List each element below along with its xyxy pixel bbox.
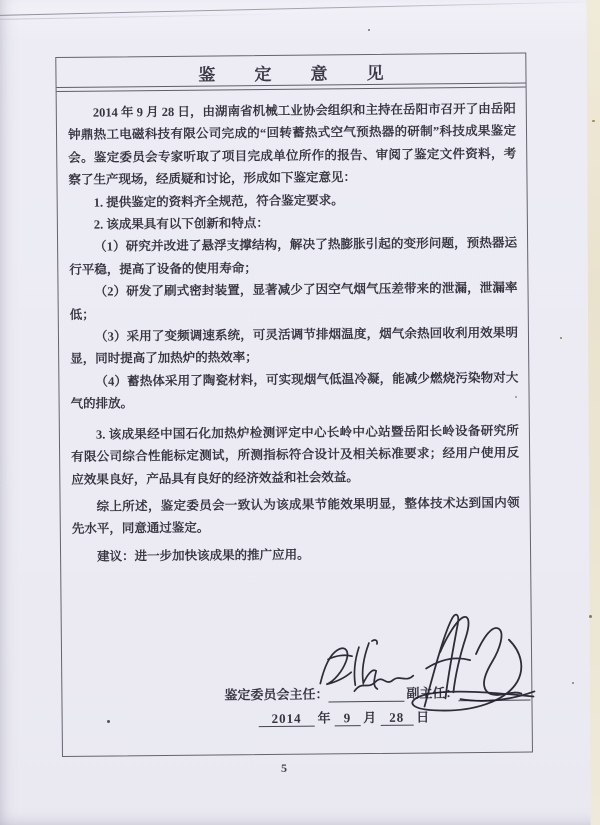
paragraph: 综上所述，鉴定委员会一致认为该成果节能效果明显，整体技术达到国内领先水平，同意通过鉴定。 <box>71 495 520 537</box>
paper-speck <box>592 120 595 122</box>
vice-chairman-label: 副主任： <box>406 685 459 701</box>
date-month-unit: 月 <box>363 709 378 726</box>
paragraph: 3. 该成果经中国石化加热炉检测评定中心长岭中心站暨岳阳长岭设备研究所有限公司综合性能标定测试，所测指标符合设计及相关标准要求；经用户使用反应效果良好，产品具有良好的经济效益和社会效益。 <box>71 423 520 487</box>
vice-chairman-signature <box>390 609 541 718</box>
paragraph: 2014 年 9 月 28 日，由湖南省机械工业协会组织和主持在岳阳市召开了由岳阳钟鼎热工电磁科技有限公司完成的“回转蓄热式空气预热器的研制”科技成果鉴定会。鉴定委员会专家听取了项目完成单位所作的报告、审阅了鉴定文件资料，考察了生产现场，经质疑和讨论，形成如下鉴定意见： <box>67 101 517 188</box>
paragraph: 建议：进一步加快该成果的推广应用。 <box>97 547 310 564</box>
title-row <box>56 54 525 88</box>
date-day-unit: 日 <box>416 709 431 725</box>
paper-speck <box>368 29 370 31</box>
document-body <box>57 88 531 569</box>
date-year-unit: 年 <box>317 710 332 726</box>
page-title: 鉴定意见 <box>198 63 423 85</box>
paragraph: （3）采用了变频调速系统，可灵活调节排烟温度，烟气余热回收利用效果明显，同时提高了加热炉的热效率； <box>70 325 519 367</box>
paper-crease <box>0 0 600 16</box>
chairman-label: 鉴定委员会主任： <box>224 686 329 703</box>
paragraph: 1. 提供鉴定的资料齐全规范，符合鉴定要求。 <box>93 192 344 210</box>
paper-speck <box>589 615 592 618</box>
paragraph: （1）研究并改进了悬浮支撑结构，解决了热膨胀引起的变形问题，预热器运行平稳，提高了设备的使用寿命； <box>69 236 518 277</box>
paper-edge <box>583 0 600 825</box>
date-row <box>259 706 434 727</box>
page-number: 5 <box>281 761 287 775</box>
paper-speck <box>560 337 562 339</box>
paragraph: 2. 该成果具有以下创新和特点： <box>93 216 269 232</box>
paragraph: （2）研发了刷式密封装置，显著减少了因空气烟气压差带来的泄漏，泄漏率低； <box>69 280 518 322</box>
date-year: 2014 <box>259 711 315 728</box>
paragraph: （4）蓄热体采用了陶瓷材料，可实现烟气低温冷凝，能减少燃烧污染物对大气的排放。 <box>70 370 519 412</box>
date-month: 9 <box>335 710 361 726</box>
date-day: 28 <box>380 710 413 726</box>
document-frame <box>55 53 533 757</box>
paper-speck <box>572 682 574 684</box>
